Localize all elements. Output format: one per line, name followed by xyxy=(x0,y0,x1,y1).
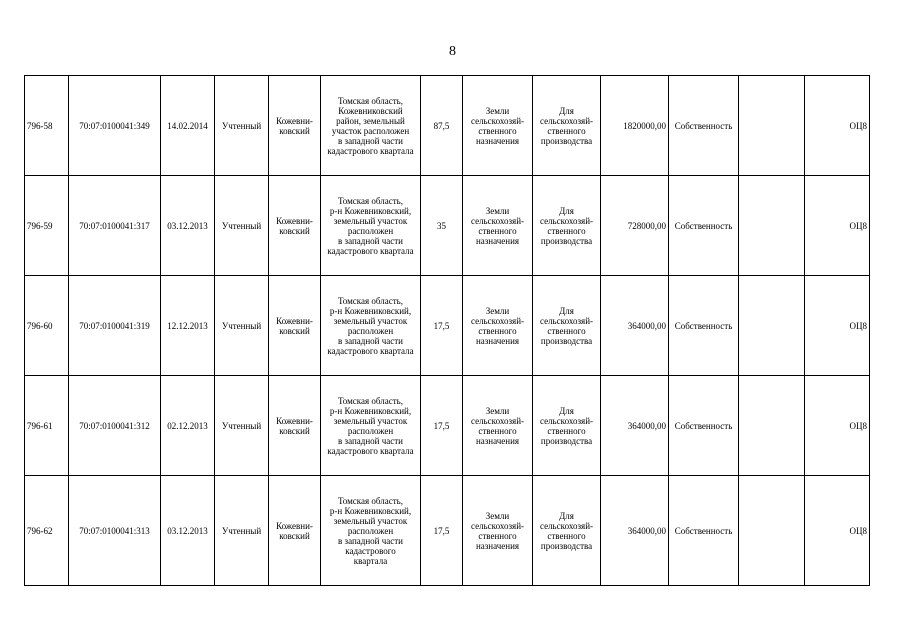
cell-cadastral-number: 70:07:0100041:312 xyxy=(69,376,161,476)
cell-extra xyxy=(739,76,805,176)
cell-cadastral-value: 1820000,00 xyxy=(601,76,669,176)
cell-extra xyxy=(739,476,805,586)
cell-date: 03.12.2013 xyxy=(161,176,215,276)
cell-code: ОЦ8 xyxy=(805,376,870,476)
cell-cadastral-value: 728000,00 xyxy=(601,176,669,276)
cell-right-type: Собственность xyxy=(669,376,739,476)
table-row xyxy=(25,176,870,276)
page-number: 8 xyxy=(449,44,456,59)
cell-permitted-use: Для сельскохозяй- ственного производства xyxy=(533,76,601,176)
cell-status: Учтенный xyxy=(215,476,269,586)
cell-cadastral-number: 70:07:0100041:313 xyxy=(69,476,161,586)
cell-district: Кожевни- ковский xyxy=(269,276,321,376)
land-registry-table xyxy=(24,75,870,586)
cell-extra xyxy=(739,276,805,376)
cell-permitted-use: Для сельскохозяй- ственного производства xyxy=(533,376,601,476)
cell-date: 03.12.2013 xyxy=(161,476,215,586)
cell-cadastral-number: 70:07:0100041:317 xyxy=(69,176,161,276)
cell-area: 17,5 xyxy=(421,276,463,376)
cell-date: 02.12.2013 xyxy=(161,376,215,476)
cell-land-category: Земли сельскохозяй- ственного назначения xyxy=(463,376,533,476)
cell-address: Томская область, р-н Кожевниковский, земельный участок расположен в западной части кадастрового квартала xyxy=(321,476,421,586)
cell-number: 796-59 xyxy=(25,176,69,276)
cell-address: Томская область, р-н Кожевниковский, земельный участок расположен в западной части кадастрового квартала xyxy=(321,176,421,276)
cell-date: 12.12.2013 xyxy=(161,276,215,376)
table-row xyxy=(25,276,870,376)
cell-number: 796-60 xyxy=(25,276,69,376)
cell-number: 796-62 xyxy=(25,476,69,586)
cell-extra xyxy=(739,376,805,476)
cell-status: Учтенный xyxy=(215,176,269,276)
cell-district: Кожевни- ковский xyxy=(269,76,321,176)
cell-area: 35 xyxy=(421,176,463,276)
cell-area: 17,5 xyxy=(421,476,463,586)
cell-right-type: Собственность xyxy=(669,176,739,276)
cell-right-type: Собственность xyxy=(669,476,739,586)
cell-permitted-use: Для сельскохозяй- ственного производства xyxy=(533,476,601,586)
cell-address: Томская область, р-н Кожевниковский, земельный участок расположен в западной части кадастрового квартала xyxy=(321,376,421,476)
cell-district: Кожевни- ковский xyxy=(269,376,321,476)
cell-code: ОЦ8 xyxy=(805,276,870,376)
cell-land-category: Земли сельскохозяй- ственного назначения xyxy=(463,76,533,176)
cell-status: Учтенный xyxy=(215,376,269,476)
cell-area: 87,5 xyxy=(421,76,463,176)
cell-address: Томская область, Кожевниковский район, земельный участок расположен в западной части кадастрового квартала xyxy=(321,76,421,176)
cell-address: Томская область, р-н Кожевниковский, земельный участок расположен в западной части кадастрового квартала xyxy=(321,276,421,376)
cell-land-category: Земли сельскохозяй- ственного назначения xyxy=(463,176,533,276)
table-row xyxy=(25,376,870,476)
cell-permitted-use: Для сельскохозяй- ственного производства xyxy=(533,176,601,276)
table-body xyxy=(25,76,870,586)
cell-cadastral-value: 364000,00 xyxy=(601,276,669,376)
cell-permitted-use: Для сельскохозяй- ственного производства xyxy=(533,276,601,376)
cell-cadastral-value: 364000,00 xyxy=(601,476,669,586)
table-row xyxy=(25,76,870,176)
cell-right-type: Собственность xyxy=(669,76,739,176)
cell-extra xyxy=(739,176,805,276)
cell-district: Кожевни- ковский xyxy=(269,176,321,276)
cell-cadastral-number: 70:07:0100041:349 xyxy=(69,76,161,176)
cell-right-type: Собственность xyxy=(669,276,739,376)
cell-date: 14.02.2014 xyxy=(161,76,215,176)
cell-code: ОЦ8 xyxy=(805,476,870,586)
table-row xyxy=(25,476,870,586)
cell-number: 796-58 xyxy=(25,76,69,176)
cell-code: ОЦ8 xyxy=(805,176,870,276)
cell-cadastral-number: 70:07:0100041:319 xyxy=(69,276,161,376)
cell-district: Кожевни- ковский xyxy=(269,476,321,586)
cell-land-category: Земли сельскохозяй- ственного назначения xyxy=(463,276,533,376)
cell-cadastral-value: 364000,00 xyxy=(601,376,669,476)
cell-number: 796-61 xyxy=(25,376,69,476)
cell-code: ОЦ8 xyxy=(805,76,870,176)
cell-status: Учтенный xyxy=(215,276,269,376)
cell-land-category: Земли сельскохозяй- ственного назначения xyxy=(463,476,533,586)
cell-status: Учтенный xyxy=(215,76,269,176)
cell-area: 17,5 xyxy=(421,376,463,476)
